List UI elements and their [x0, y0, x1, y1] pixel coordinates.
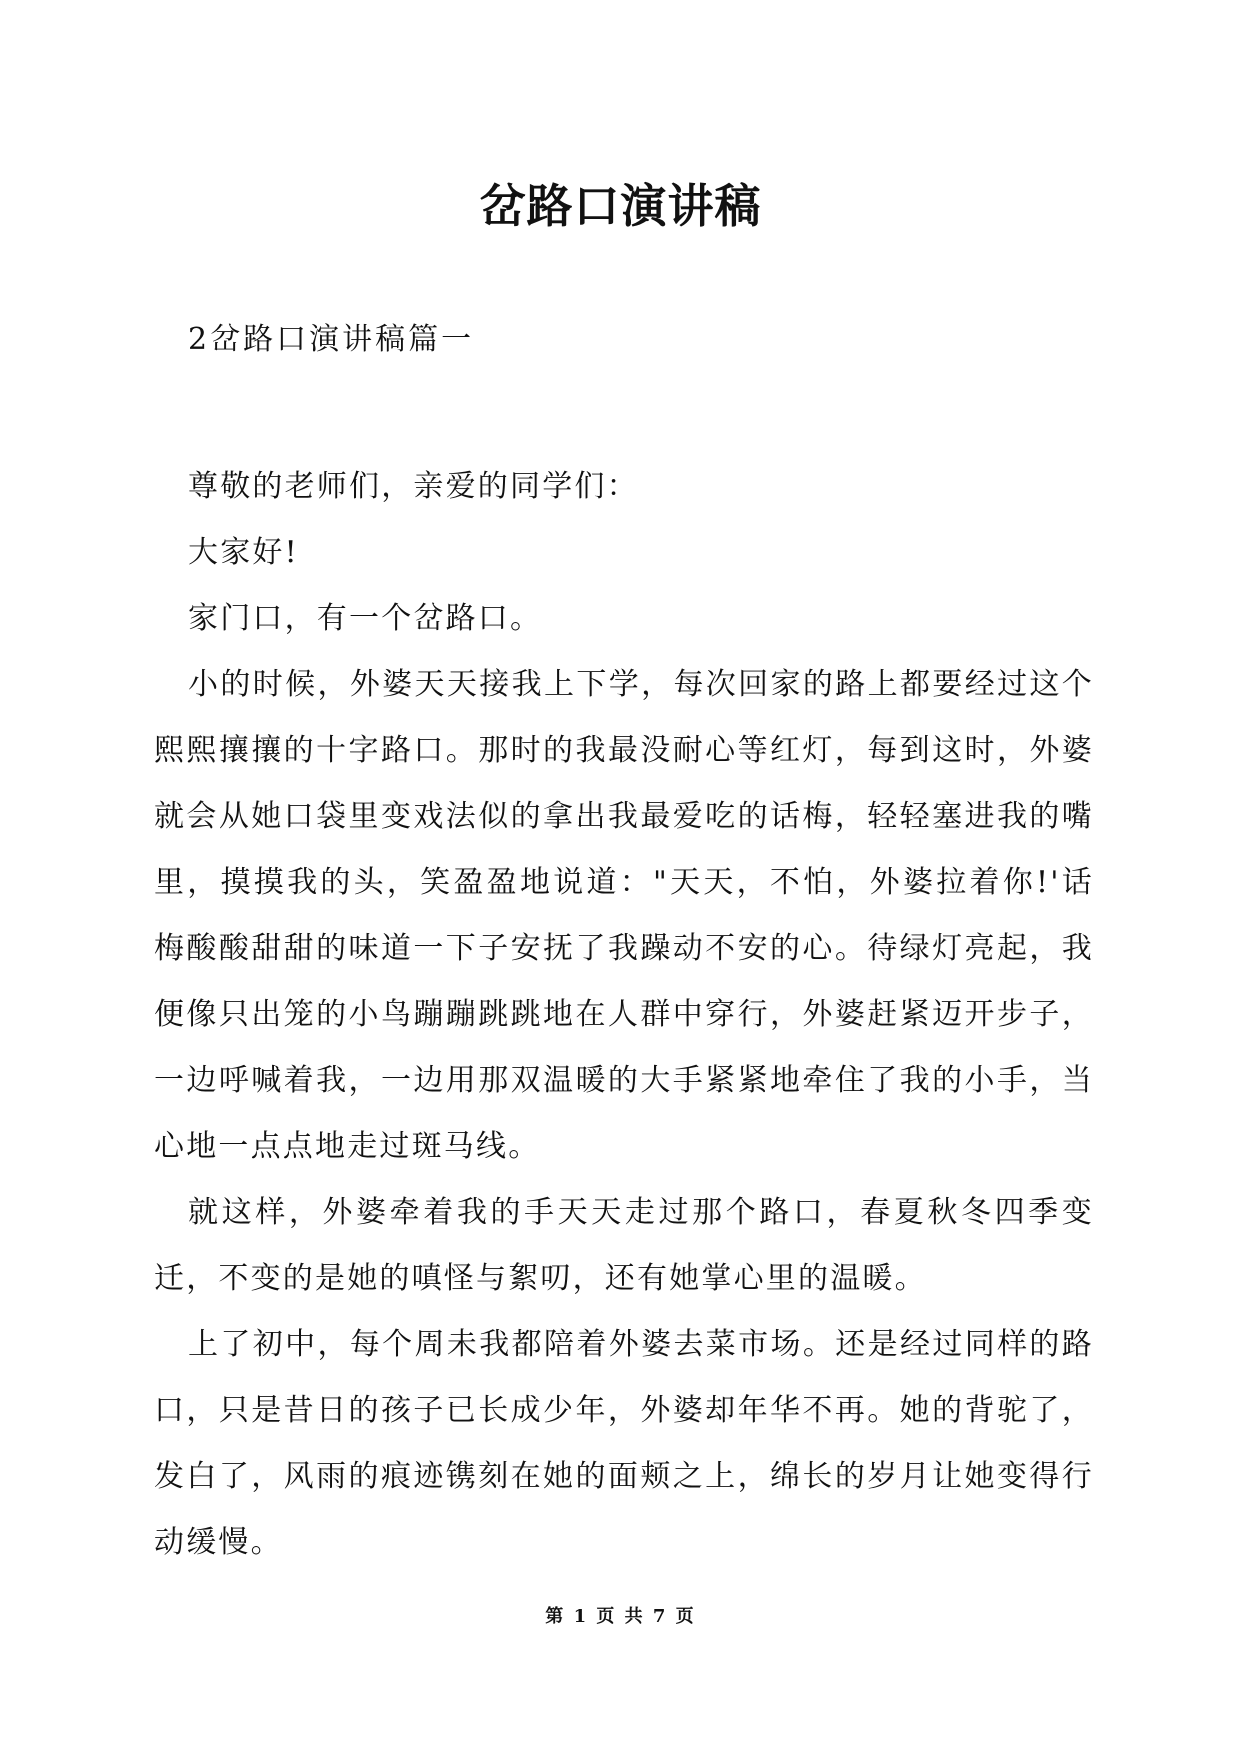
paragraph: 家门口，有一个岔路口。 — [188, 601, 543, 636]
page-footer: 第 1 页 共 7 页 — [545, 1606, 696, 1627]
document-title: 岔路口演讲稿 — [479, 179, 762, 233]
document-subtitle: 2岔路口演讲稿篇一 — [188, 322, 475, 357]
paragraph: 就这样，外婆牵着我的手天天走过那个路口，春夏秋冬四季变迁，不变的是她的嗔怪与絮叨，还有她掌心里的温暖。 — [154, 1195, 1094, 1296]
paragraph: 上了初中，每个周未我都陪着外婆去菜市场。还是经过同样的路口，只是昔日的孩子已长成少年，外婆却年华不再。她的背驼了，发白了，风雨的痕迹镌刻在她的面颊之上，绵长的岁月让她变得行动缓慢。 — [154, 1327, 1094, 1560]
paragraph-greeting: 大家好! — [188, 535, 299, 570]
paragraph-salutation: 尊敬的老师们，亲爱的同学们： — [188, 469, 639, 504]
document-body — [154, 454, 1094, 1576]
paragraph: 小的时候，外婆天天接我上下学，每次回家的路上都要经过这个熙熙攘攘的十字路口。那时的我最没耐心等红灯，每到这时，外婆就会从她口袋里变戏法似的拿出我最爱吃的话梅，轻轻塞进我的嘴里，摸摸我的头，笑盈盈地说道："天天，不怕，外婆拉着你!'话梅酸酸甜甜的味道一下子安抚了我躁动不安的心。待绿灯亮起，我便像只出笼的小鸟蹦蹦跳跳地在人群中穿行，外婆赶紧迈开步子，一边呼喊着我，一边用那双温暖的大手紧紧地牵住了我的小手，当心地一点点地走过斑马线。 — [154, 667, 1094, 1164]
